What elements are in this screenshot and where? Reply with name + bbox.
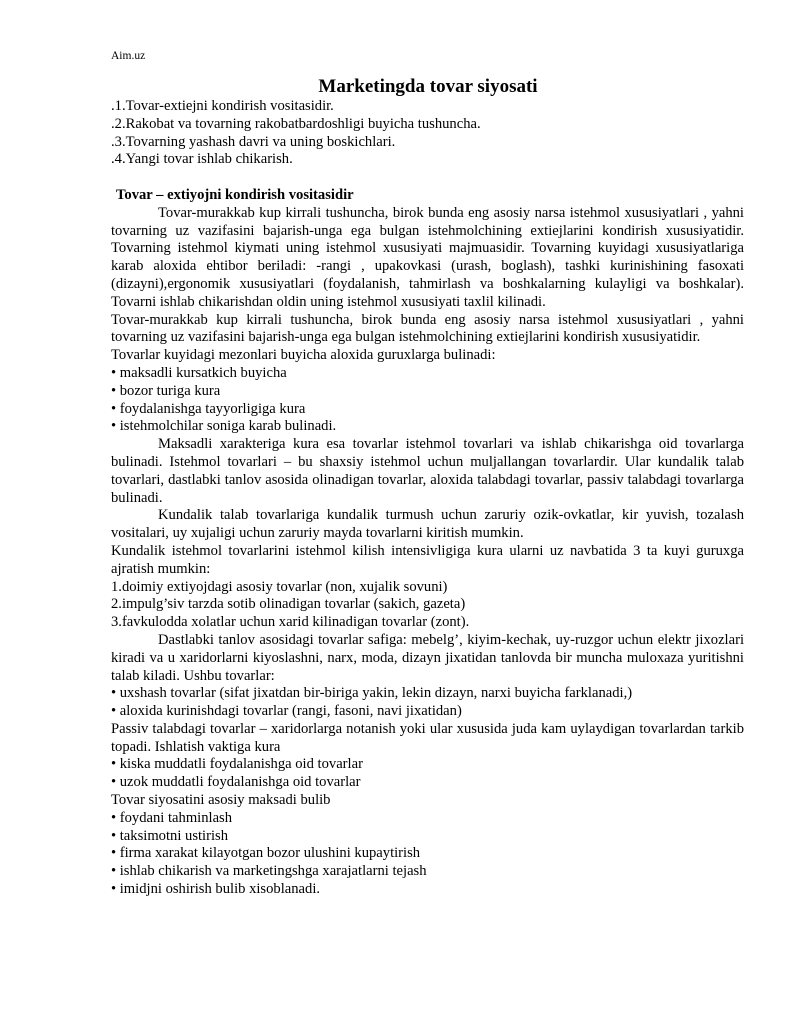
list-item: 2.impulg’siv tarzda sotib olinadigan tovarlar (sakich, gazeta): [111, 596, 466, 613]
list-item: • ishlab chikarish va marketingshga xarajatlarni tejash: [111, 863, 427, 880]
list-item: • uzok muddatli foydalanishga oid tovarlar: [111, 774, 361, 791]
list-item: • firma xarakat kilayotgan bozor ulushini kupaytirish: [111, 845, 421, 862]
toc-item: .2.Rakobat va tovarning rakobatbardoshligi buyicha tushuncha.: [111, 115, 481, 132]
list-item: 1.doimiy extiyojdagi asosiy tovarlar (non, xujalik sovuni): [111, 578, 448, 595]
toc-item: .3.Tovarning yashash davri va uning boskichlari.: [111, 133, 396, 150]
paragraph: Tovarlar kuyidagi mezonlari buyicha aloxida guruxlarga bulinadi:: [111, 347, 496, 364]
paragraph: Kundalik istehmol tovarlarini istehmol kilish intensivligiga kura ularni uz navbatida 3 ta kuyi guruxga ajratish mumkin:: [111, 542, 744, 577]
paragraph: Tovar-murakkab kup kirrali tushuncha, birok bunda eng asosiy narsa istehmol xususiyatlari , yahni tovarning uz vazifasini bajarish-unga ega bulgan istehmolchining extiejlarini kondirish xususiyatidir. Tovarning istehmol kiymati uning istehmol xususiyati majmuasidir. Tovarning kuyidagi xususiyatlariga karab aloxida ehtibor beriladi: -rangi , upakovkasi (urash, boglash), tashki kurinishining fasoxati (dizayni),ergonomik xususiyatlari (foydalanish, tahmirlash va boshkalarning kulayligi va boshkalar). Tovarni ishlab chikarishdan oldin uning istehmol xususiyati taxlil kilinadi.: [111, 204, 744, 310]
list-item: • foydalanishga tayyorligiga kura: [111, 400, 306, 417]
list-item: • foydani tahminlash: [111, 809, 233, 826]
paragraph: Tovar siyosatini asosiy maksadi bulib: [111, 792, 331, 809]
list-item: • uxshash tovarlar (sifat jixatdan bir-biriga yakin, lekin dizayn, narxi buyicha farklanadi,): [111, 685, 633, 702]
list-item: 3.favkulodda xolatlar uchun xarid kilinadigan tovarlar (zont).: [111, 614, 470, 631]
list-item: • kiska muddatli foydalanishga oid tovarlar: [111, 756, 363, 773]
list-item: • taksimotni ustirish: [111, 827, 228, 844]
paragraph: Tovar-murakkab kup kirrali tushuncha, birok bunda eng asosiy narsa istehmol xususiyatlari , yahni tovarning uz vazifasini bajarish-unga ega bulgan istehmolchining extiejlarini kondirish xususiyatidir.: [111, 311, 744, 346]
toc-item: .4.Yangi tovar ishlab chikarish.: [111, 151, 293, 168]
list-item: • istehmolchilar soniga karab bulinadi.: [111, 418, 337, 435]
paragraph: Passiv talabdagi tovarlar – xaridorlarga notanish yoki ular xususida juda kam uylaydigan tovarlardan tarkib topadi. Ishlatish vaktiga kura: [111, 720, 744, 755]
section-heading: Tovar – extiyojni kondirish vositasidir: [116, 186, 354, 203]
list-item: • aloxida kurinishdagi tovarlar (rangi, fasoni, navi jixatidan): [111, 703, 462, 720]
paragraph: Maksadli xarakteriga kura esa tovarlar istehmol tovarlari va ishlab chikarishga oid tovarlarga bulinadi. Istehmol tovarlari – bu shaxsiy istehmol uchun muljallangan tovarlardir. Ular kundalik talab tovarlari, dastlabki tanlov asosida olinadigan tovarlar, aloxida talabdagi tovarlar, passiv talabdagi tovarlarga bulinadi.: [111, 436, 744, 506]
document-title: Marketingda tovar siyosati: [318, 76, 538, 97]
toc-item: .1.Tovar-extiejni kondirish vositasidir.: [111, 98, 334, 114]
list-item: • bozor turiga kura: [111, 382, 221, 399]
paragraph: Dastlabki tanlov asosidagi tovarlar safiga: mebelg’, kiyim-kechak, uy-ruzgor uchun elektr jixozlari kiradi va u xaridorlarni kiyoslashni, narx, moda, dizayn jixatidan tanlovda bir muncha muloxaza yuritishni talab kiladi. Ushbu tovarlar:: [111, 631, 744, 684]
paragraph: Kundalik talab tovarlariga kundalik turmush uchun zaruriy ozik-ovkatlar, kir yuvish, tozalash vositalari, uy xujaligi uchun zaruriy mayda tovarlarni kiritish mumkin.: [111, 507, 744, 542]
list-item: • imidjni oshirish bulib xisoblanadi.: [111, 881, 321, 898]
document-body: [111, 98, 744, 899]
site-name: Aim.uz: [111, 50, 146, 62]
list-item: • maksadli kursatkich buyicha: [111, 364, 287, 381]
